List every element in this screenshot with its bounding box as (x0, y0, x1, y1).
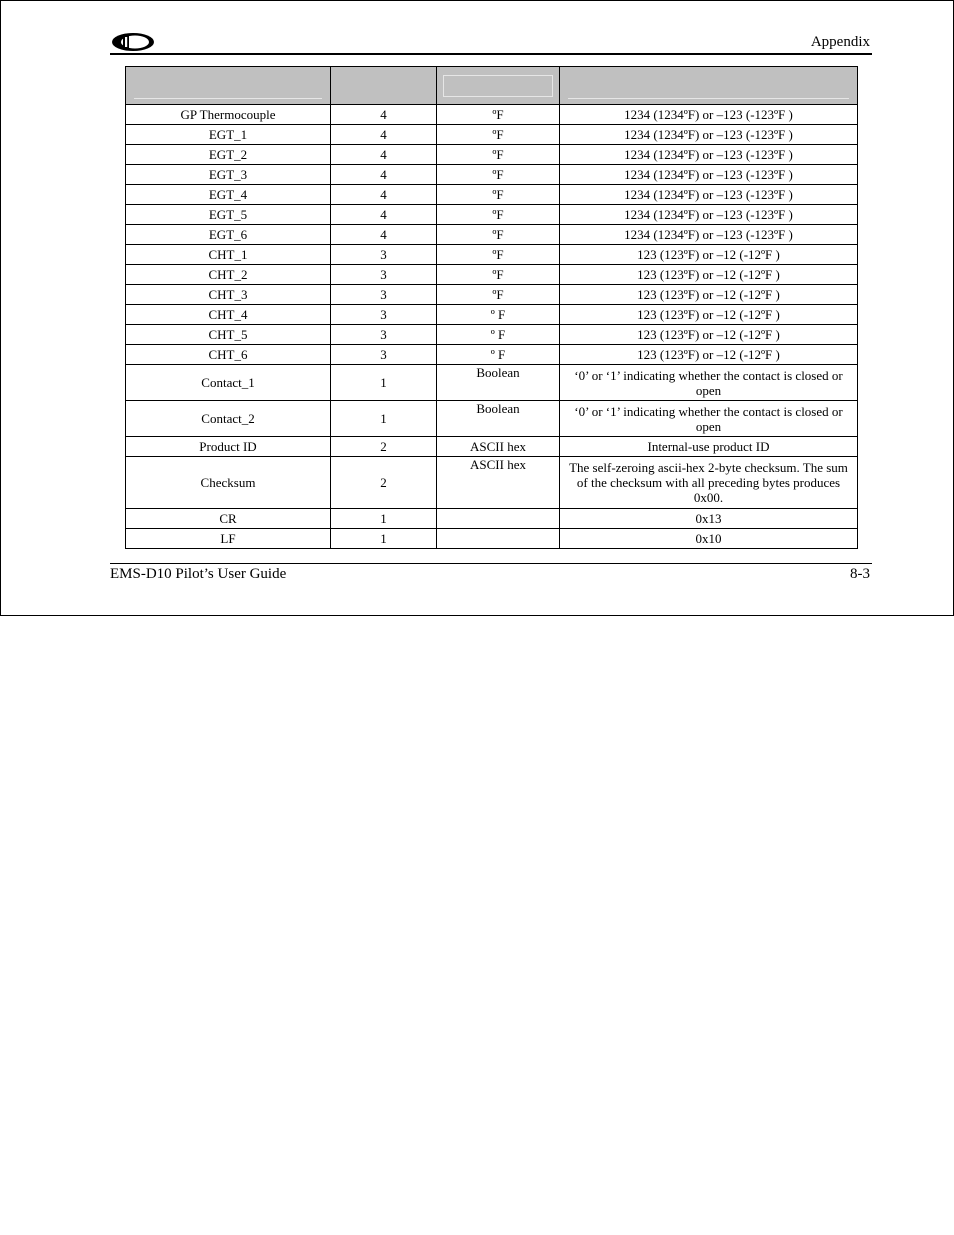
table-cell-desc: 0x13 (560, 509, 858, 529)
table-header-cell (126, 67, 331, 105)
table-cell-name: EGT_6 (126, 225, 331, 245)
table-cell-units: ASCII hex (437, 457, 560, 509)
table-cell-units: º F (437, 345, 560, 365)
dynon-logo-icon (110, 31, 156, 53)
table-cell-name: CR (126, 509, 331, 529)
table-row (126, 509, 858, 529)
footer-document-title: EMS-D10 Pilot’s User Guide (110, 566, 287, 582)
table-cell-bytes: 1 (331, 509, 437, 529)
data-table (125, 66, 858, 549)
table-cell-bytes: 3 (331, 325, 437, 345)
table-cell-units: º F (437, 325, 560, 345)
table-cell-bytes: 3 (331, 245, 437, 265)
footer-page-number: 8-3 (850, 566, 870, 582)
table-row (126, 245, 858, 265)
table-cell-bytes: 4 (331, 185, 437, 205)
table-cell-name: CHT_2 (126, 265, 331, 285)
table-cell-bytes: 3 (331, 305, 437, 325)
table-row (126, 205, 858, 225)
table-cell-units: º F (437, 305, 560, 325)
table-cell-desc: 123 (123ºF) or –12 (-12ºF ) (560, 345, 858, 365)
table-row (126, 457, 858, 509)
table-row (126, 365, 858, 401)
table-header-cell (437, 67, 560, 105)
table-body (126, 105, 858, 549)
table-header-row (126, 67, 858, 105)
table-cell-desc: 123 (123ºF) or –12 (-12ºF ) (560, 285, 858, 305)
footer-rule (110, 563, 872, 564)
table-cell-units (437, 529, 560, 549)
table-cell-bytes: 3 (331, 265, 437, 285)
table-cell-desc: 123 (123ºF) or –12 (-12ºF ) (560, 265, 858, 285)
table-cell-desc: ‘0’ or ‘1’ indicating whether the contact is closed or open (560, 365, 858, 401)
table-cell-desc: 123 (123ºF) or –12 (-12ºF ) (560, 245, 858, 265)
table-cell-name: EGT_4 (126, 185, 331, 205)
table-cell-units: ºF (437, 165, 560, 185)
table-cell-units: ºF (437, 145, 560, 165)
table-cell-units: ASCII hex (437, 437, 560, 457)
table-row (126, 165, 858, 185)
table-cell-name: CHT_6 (126, 345, 331, 365)
table-row (126, 125, 858, 145)
table-cell-name: CHT_3 (126, 285, 331, 305)
table-row (126, 305, 858, 325)
table-cell-units: ºF (437, 225, 560, 245)
table-cell-name: EGT_5 (126, 205, 331, 225)
table-cell-name: CHT_1 (126, 245, 331, 265)
table-header-cell (331, 67, 437, 105)
table-cell-units: ºF (437, 185, 560, 205)
table-cell-name: EGT_1 (126, 125, 331, 145)
table-cell-name: Contact_1 (126, 365, 331, 401)
table-header-cell (560, 67, 858, 105)
table-cell-units: Boolean (437, 365, 560, 401)
table-cell-desc: 1234 (1234ºF) or –123 (-123ºF ) (560, 105, 858, 125)
table-cell-bytes: 1 (331, 365, 437, 401)
table-cell-units: Boolean (437, 401, 560, 437)
table-cell-desc: 1234 (1234ºF) or –123 (-123ºF ) (560, 225, 858, 245)
table-cell-units: ºF (437, 285, 560, 305)
table-cell-name: Checksum (126, 457, 331, 509)
table-row (126, 185, 858, 205)
table-cell-units: ºF (437, 105, 560, 125)
table-row (126, 105, 858, 125)
table-cell-bytes: 4 (331, 125, 437, 145)
table-cell-units: ºF (437, 125, 560, 145)
table-cell-desc: ‘0’ or ‘1’ indicating whether the contact is closed or open (560, 401, 858, 437)
table-cell-desc: The self-zeroing ascii-hex 2-byte checksum. The sum of the checksum with all preceding bytes produces 0x00. (560, 457, 858, 509)
table-cell-bytes: 3 (331, 285, 437, 305)
table-cell-bytes: 2 (331, 437, 437, 457)
table-row (126, 145, 858, 165)
table-cell-bytes: 3 (331, 345, 437, 365)
table-row (126, 401, 858, 437)
table-cell-units: ºF (437, 205, 560, 225)
table-cell-bytes: 4 (331, 145, 437, 165)
table-row (126, 285, 858, 305)
table-row (126, 265, 858, 285)
table-cell-units: ºF (437, 265, 560, 285)
table-cell-desc: 1234 (1234ºF) or –123 (-123ºF ) (560, 185, 858, 205)
table-row (126, 437, 858, 457)
table-cell-name: GP Thermocouple (126, 105, 331, 125)
table-cell-desc: 1234 (1234ºF) or –123 (-123ºF ) (560, 165, 858, 185)
table-cell-name: Contact_2 (126, 401, 331, 437)
data-table-container (125, 66, 858, 549)
table-cell-name: EGT_2 (126, 145, 331, 165)
header-section-title: Appendix (810, 34, 870, 50)
table-cell-desc: Internal-use product ID (560, 437, 858, 457)
table-cell-name: CHT_5 (126, 325, 331, 345)
table-row (126, 325, 858, 345)
table-cell-units: ºF (437, 245, 560, 265)
table-row (126, 529, 858, 549)
table-row (126, 345, 858, 365)
table-cell-bytes: 2 (331, 457, 437, 509)
table-cell-desc: 123 (123ºF) or –12 (-12ºF ) (560, 305, 858, 325)
table-cell-bytes: 1 (331, 529, 437, 549)
table-row (126, 225, 858, 245)
table-cell-name: CHT_4 (126, 305, 331, 325)
table-cell-desc: 123 (123ºF) or –12 (-12ºF ) (560, 325, 858, 345)
table-cell-bytes: 4 (331, 105, 437, 125)
table-cell-bytes: 4 (331, 165, 437, 185)
table-cell-bytes: 4 (331, 225, 437, 245)
table-cell-name: Product ID (126, 437, 331, 457)
table-cell-bytes: 1 (331, 401, 437, 437)
header-rule (110, 53, 872, 55)
table-cell-bytes: 4 (331, 205, 437, 225)
table-cell-name: LF (126, 529, 331, 549)
table-cell-name: EGT_3 (126, 165, 331, 185)
table-cell-desc: 0x10 (560, 529, 858, 549)
table-cell-desc: 1234 (1234ºF) or –123 (-123ºF ) (560, 205, 858, 225)
table-cell-desc: 1234 (1234ºF) or –123 (-123ºF ) (560, 125, 858, 145)
table-cell-units (437, 509, 560, 529)
table-cell-desc: 1234 (1234ºF) or –123 (-123ºF ) (560, 145, 858, 165)
